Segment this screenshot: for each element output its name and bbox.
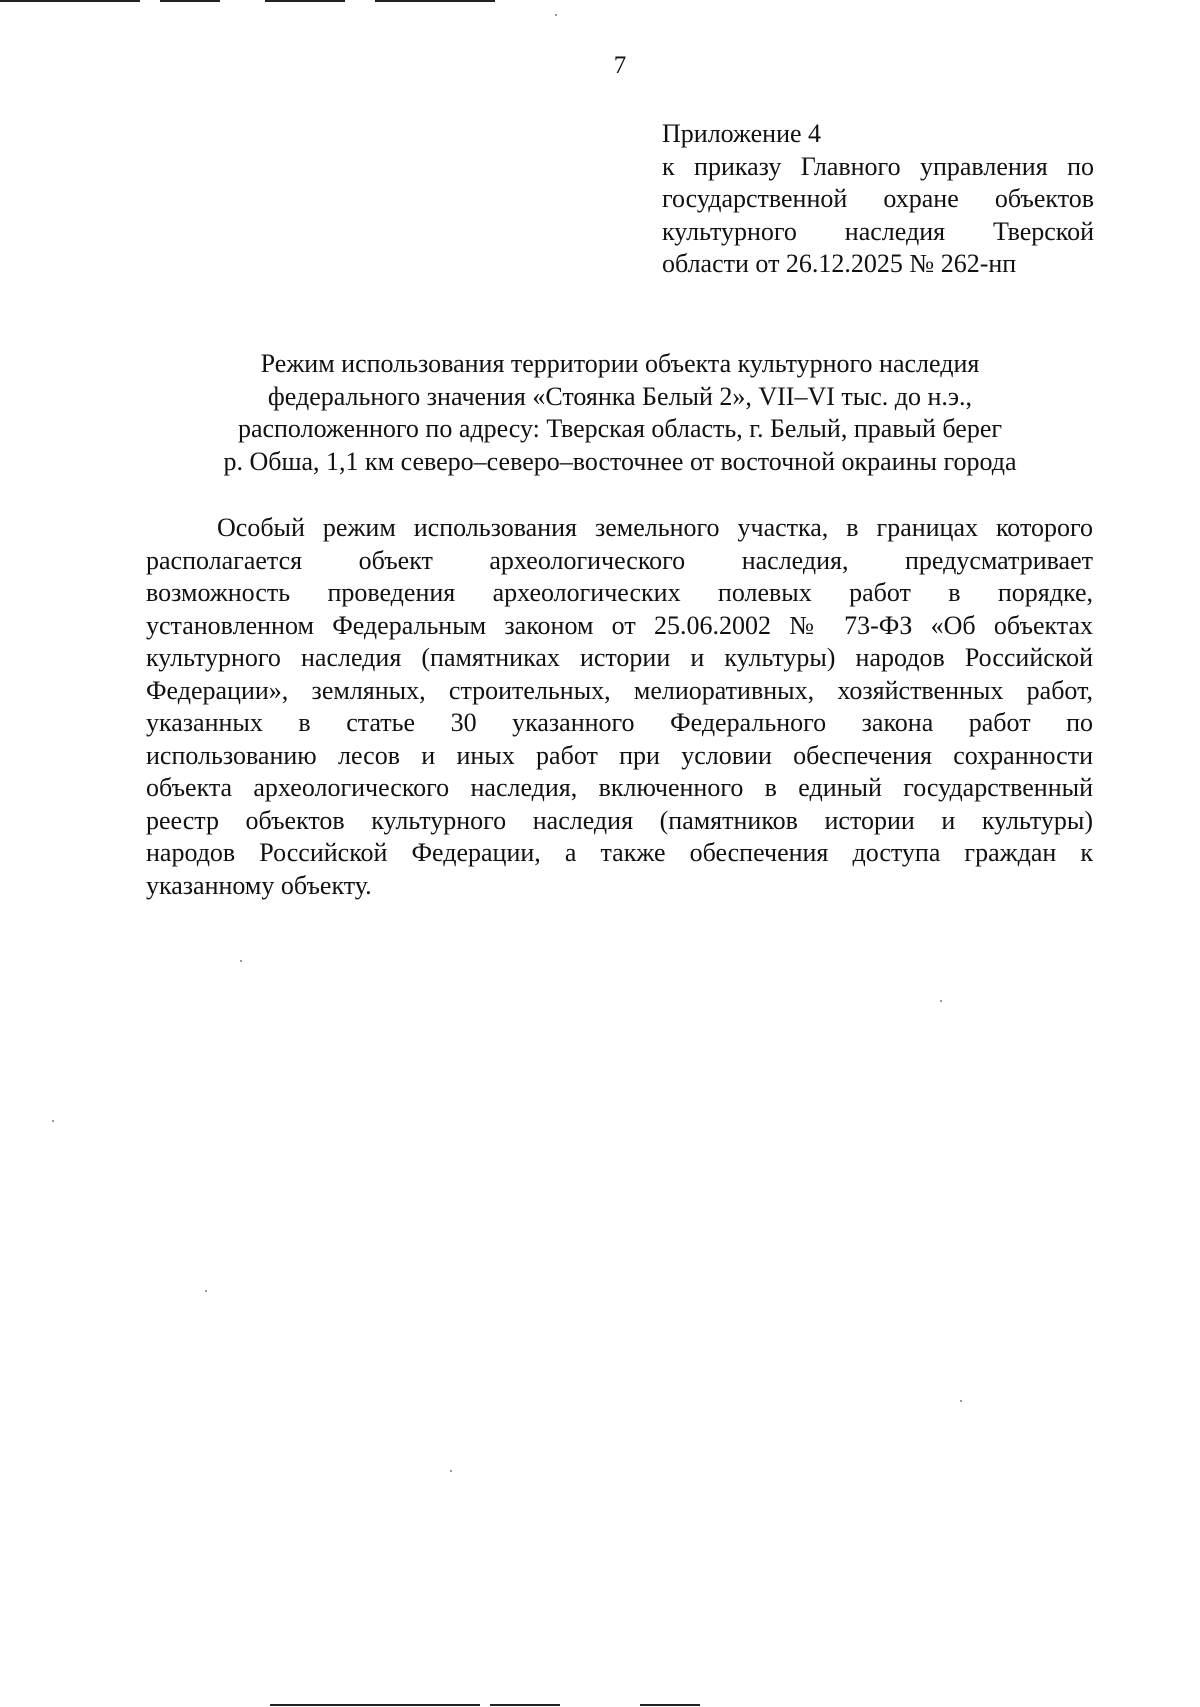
- scan-speck: [52, 1120, 54, 1122]
- body-paragraph: [146, 512, 1093, 902]
- annex-line: государственной охране объектов: [662, 184, 1094, 213]
- annex-line: к приказу Главного управления по: [662, 151, 1094, 181]
- scan-speck: [940, 1000, 942, 1002]
- scan-edge-bottom: [490, 1704, 560, 1706]
- body-line: объекта археологического наследия, включенного в единый государственный: [146, 773, 1093, 802]
- body-line: Федерации», земляных, строительных, мелиоративных, хозяйственных работ,: [146, 675, 1093, 705]
- title-line: федерального значения «Стоянка Белый 2», VII–VI тыс. до н.э.,: [267, 381, 973, 411]
- body-line: народов Российской Федерации, а также обеспечения доступа граждан к: [146, 838, 1093, 867]
- body-line: возможность проведения археологических полевых работ в порядке,: [146, 578, 1093, 607]
- body-line: располагается объект археологического наследия, предусматривает: [146, 545, 1093, 575]
- scan-edge-bottom: [640, 1704, 700, 1706]
- annex-line: культурного наследия Тверской: [662, 216, 1094, 246]
- scan-speck: [555, 14, 557, 16]
- page-number: 7: [613, 52, 627, 79]
- body-line: указанному объекту.: [146, 870, 372, 900]
- body-line: культурного наследия (памятниках истории и культуры) народов Российской: [146, 643, 1093, 672]
- body-line: реестр объектов культурного наследия (памятников истории и культуры): [146, 805, 1093, 835]
- document-title: [140, 348, 1100, 478]
- title-line: расположенного по адресу: Тверская область, г. Белый, правый берег: [237, 414, 1003, 443]
- scan-edge-top: [0, 0, 140, 2]
- title-line: р. Обша, 1,1 км северо–северо–восточнее от восточной окраины города: [223, 446, 1017, 476]
- annex-block: [662, 118, 1094, 281]
- scan-edge-top: [160, 0, 220, 2]
- scan-speck: [205, 1290, 207, 1292]
- scan-speck: [450, 1470, 452, 1472]
- scan-edge-bottom: [270, 1704, 480, 1706]
- annex-line: области от 26.12.2025 № 262-нп: [662, 249, 1017, 278]
- body-line: указанных в статье 30 указанного Федерального закона работ по: [146, 708, 1093, 737]
- scan-speck: [240, 960, 242, 962]
- body-line: использованию лесов и иных работ при условии обеспечения сохранности: [146, 740, 1093, 770]
- title-line: Режим использования территории объекта культурного наследия: [260, 349, 980, 378]
- body-line: установленном Федеральным законом от 25.06.2002 № 73-ФЗ «Об объектах: [146, 610, 1093, 640]
- body-line: Особый режим использования земельного участка, в границах которого: [217, 513, 1093, 542]
- scan-edge-top: [375, 0, 495, 2]
- annex-title: Приложение 4: [662, 119, 822, 148]
- scan-edge-top: [265, 0, 345, 2]
- scan-speck: [960, 1400, 962, 1402]
